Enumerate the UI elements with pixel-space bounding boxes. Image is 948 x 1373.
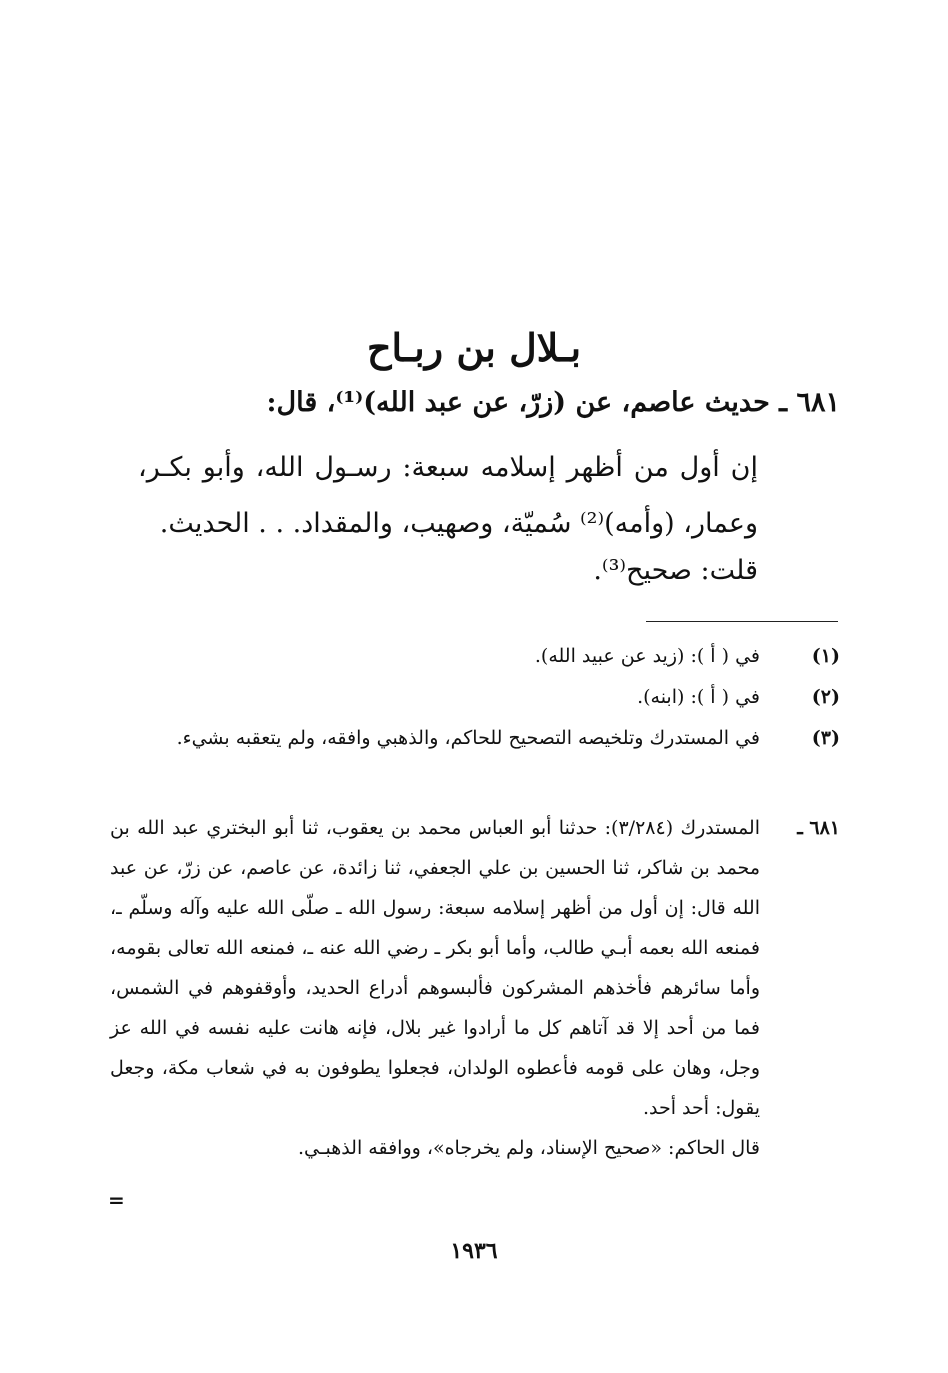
hadith-body-text: إن أول من أظهر إسلامه سبعة: رسـول الله، وأبو بكـر، وعمار، (وأمه)⁽²⁾ سُميّة، وصهيب، والمقداد. . . الحديث. <box>138 452 758 539</box>
footnote-number: (٣) <box>811 727 840 749</box>
hadith-text <box>138 440 758 552</box>
hadith-number: ٦٨١ <box>796 387 840 418</box>
footnote-item <box>110 718 840 759</box>
footnote-item <box>110 636 840 677</box>
footnote-number: (٢) <box>811 686 840 708</box>
footnote-text: في ( أ ): (ابنه). <box>637 686 760 708</box>
commentary-ruling: قال الحاكم: «صحيح الإسناد، ولم يخرجاه»، ووافقه الذهبـي. <box>298 1137 760 1159</box>
commentary <box>110 808 840 1168</box>
footnote-number: (١) <box>811 645 840 667</box>
continuation-mark: = <box>108 1188 125 1212</box>
page-number: ١٩٣٦ <box>450 1238 498 1264</box>
commentary-entry <box>110 808 840 1168</box>
footnotes <box>110 636 840 759</box>
footnote-item <box>110 677 840 718</box>
footnote-text: في ( أ ): (زيد عن عبيد الله). <box>534 645 760 667</box>
footnote-separator <box>646 621 838 622</box>
hadith-heading <box>120 380 840 426</box>
hadith-verdict: قلت: صحيح⁽³⁾. <box>593 555 758 586</box>
footnote-text: في المستدرك وتلخيصه التصحيح للحاكم، والذهبي وافقه، ولم يتعقبه بشيء. <box>176 727 760 749</box>
commentary-number: ٦٨١ ـ <box>797 817 840 839</box>
commentary-text: المستدرك (٣/٢٨٤): حدثنا أبو العباس محمد بن يعقوب، ثنا أبو البختري عبد الله بن محمد بن شاكر، ثنا الحسين بن علي الجعفي، ثنا زائدة، عن عاصم، عن زرّ، عن عبد الله قال: إن أول من أظهر إسلامه سبعة: رسول الله ـ صلّى الله عليه وآله وسلّم ـ، فمنعه الله بعمه أبـي طالب، وأما أبو بكر ـ رضي الله عنه ـ، فمنعه الله تعالى بقومه، وأما سائرهم فأخذهم المشركون فألبسوهم أدراع الحديد، وأوقفوهم في الشمس، فما من أحد إلا قد آتاهم كل ما أرادوا غير بلال، فإنه هانت عليه نفسه في الله عز وجل، وهان على قومه فأعطوه الولدان، فجعلوا يطوفون به في شعاب مكة، وجعل يقول: أحد أحد. <box>110 817 760 1119</box>
hadith-heading-text: ـ حديث عاصم، عن (زرّ، عن عبد الله)⁽¹⁾، قال: <box>266 387 788 418</box>
chapter-title: بـلال بن ربـاح <box>366 325 582 370</box>
